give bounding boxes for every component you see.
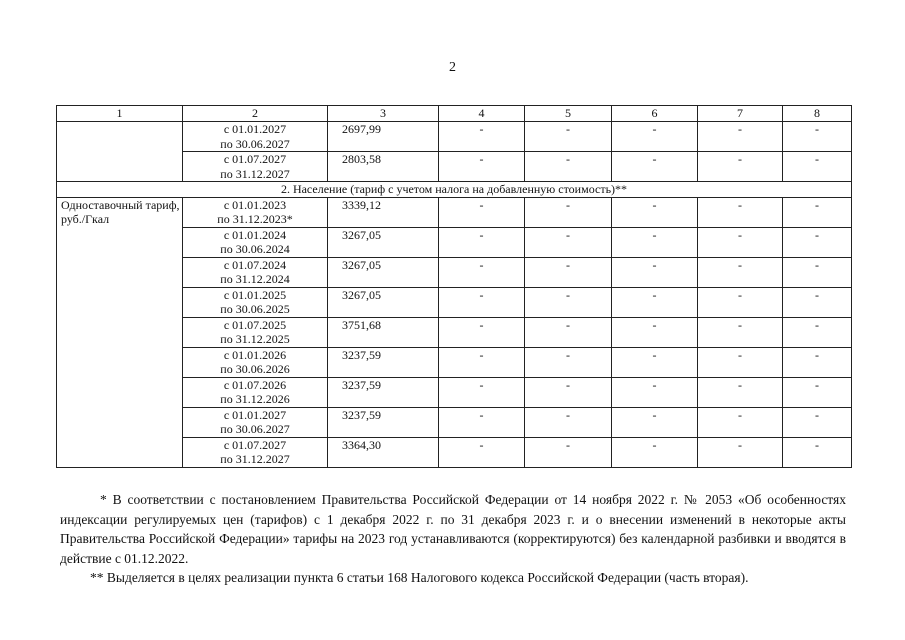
value-cell: - <box>439 377 525 407</box>
period-cell: с 01.07.2024 по 31.12.2024 <box>183 257 328 287</box>
table-row <box>57 197 852 227</box>
header-cell: 6 <box>612 106 698 122</box>
period-cell: с 01.01.2027 по 30.06.2027 <box>183 122 328 152</box>
value-cell: - <box>525 152 612 182</box>
price-cell: 3237,59 <box>328 407 439 437</box>
value-cell: - <box>612 287 698 317</box>
value-cell: - <box>439 227 525 257</box>
value-cell: - <box>698 227 783 257</box>
value-cell: - <box>783 227 852 257</box>
value-cell: - <box>612 407 698 437</box>
period-cell: с 01.01.2026 по 30.06.2026 <box>183 347 328 377</box>
header-cell: 3 <box>328 106 439 122</box>
value-cell: - <box>439 197 525 227</box>
value-cell: - <box>783 437 852 467</box>
value-cell: - <box>783 152 852 182</box>
value-cell: - <box>525 377 612 407</box>
value-cell: - <box>783 197 852 227</box>
value-cell: - <box>698 257 783 287</box>
value-cell: - <box>783 122 852 152</box>
section-title: 2. Население (тариф с учетом налога на добавленную стоимость)** <box>57 182 852 198</box>
page-number: 2 <box>449 60 456 75</box>
footnotes <box>60 490 846 588</box>
value-cell: - <box>612 257 698 287</box>
value-cell: - <box>783 377 852 407</box>
price-cell: 3237,59 <box>328 377 439 407</box>
value-cell: - <box>439 152 525 182</box>
table-header-row <box>57 106 852 122</box>
value-cell: - <box>612 197 698 227</box>
value-cell: - <box>525 257 612 287</box>
value-cell: - <box>525 407 612 437</box>
footnote-1: * В соответствии с постановлением Правительства Российской Федерации от 14 ноября 2022 г. № 2053 «Об особенностях индексации регулируемых цен (тарифов) с 1 декабря 2022 г. по 31 декабря 2023 г. и о внесении изменений в некоторые акты Правительства Российской Федерации» тарифы на 2023 год устанавливаются (корректируются) без календарной разбивки и вводятся в действие с 01.12.2022. <box>60 492 846 566</box>
period-cell: с 01.07.2026 по 31.12.2026 <box>183 377 328 407</box>
value-cell: - <box>439 347 525 377</box>
tariff-label: Одноставочный тариф, руб./Гкал <box>57 197 183 467</box>
value-cell: - <box>612 227 698 257</box>
value-cell: - <box>783 347 852 377</box>
value-cell: - <box>698 152 783 182</box>
period-cell: с 01.01.2025 по 30.06.2025 <box>183 287 328 317</box>
value-cell: - <box>783 407 852 437</box>
value-cell: - <box>612 437 698 467</box>
period-cell: с 01.07.2027 по 31.12.2027 <box>183 152 328 182</box>
value-cell: - <box>525 437 612 467</box>
value-cell: - <box>525 227 612 257</box>
empty-label-cell <box>57 122 183 182</box>
tariff-table <box>56 105 852 468</box>
period-cell: с 01.07.2027 по 31.12.2027 <box>183 437 328 467</box>
price-cell: 3267,05 <box>328 287 439 317</box>
period-cell: с 01.01.2027 по 30.06.2027 <box>183 407 328 437</box>
value-cell: - <box>612 152 698 182</box>
value-cell: - <box>525 317 612 347</box>
section-row <box>57 182 852 198</box>
value-cell: - <box>612 122 698 152</box>
header-cell: 1 <box>57 106 183 122</box>
value-cell: - <box>525 122 612 152</box>
period-cell: с 01.01.2024 по 30.06.2024 <box>183 227 328 257</box>
value-cell: - <box>525 347 612 377</box>
header-cell: 5 <box>525 106 612 122</box>
price-cell: 3267,05 <box>328 257 439 287</box>
value-cell: - <box>439 437 525 467</box>
value-cell: - <box>698 122 783 152</box>
price-cell: 3267,05 <box>328 227 439 257</box>
value-cell: - <box>698 407 783 437</box>
value-cell: - <box>698 347 783 377</box>
price-cell: 2697,99 <box>328 122 439 152</box>
value-cell: - <box>439 257 525 287</box>
value-cell: - <box>612 317 698 347</box>
period-cell: с 01.01.2023 по 31.12.2023* <box>183 197 328 227</box>
value-cell: - <box>439 122 525 152</box>
value-cell: - <box>525 197 612 227</box>
price-cell: 2803,58 <box>328 152 439 182</box>
period-cell: с 01.07.2025 по 31.12.2025 <box>183 317 328 347</box>
price-cell: 3237,59 <box>328 347 439 377</box>
value-cell: - <box>698 437 783 467</box>
value-cell: - <box>783 287 852 317</box>
header-cell: 8 <box>783 106 852 122</box>
value-cell: - <box>698 377 783 407</box>
header-cell: 4 <box>439 106 525 122</box>
value-cell: - <box>783 317 852 347</box>
header-cell: 2 <box>183 106 328 122</box>
table-row <box>57 122 852 152</box>
value-cell: - <box>612 347 698 377</box>
value-cell: - <box>698 287 783 317</box>
footnote-2: ** Выделяется в целях реализации пункта 6 статьи 168 Налогового кодекса Российской Федерации (часть вторая). <box>90 570 749 585</box>
price-cell: 3751,68 <box>328 317 439 347</box>
value-cell: - <box>698 317 783 347</box>
value-cell: - <box>612 377 698 407</box>
value-cell: - <box>439 287 525 317</box>
value-cell: - <box>698 197 783 227</box>
header-cell: 7 <box>698 106 783 122</box>
value-cell: - <box>439 317 525 347</box>
price-cell: 3339,12 <box>328 197 439 227</box>
price-cell: 3364,30 <box>328 437 439 467</box>
value-cell: - <box>439 407 525 437</box>
value-cell: - <box>783 257 852 287</box>
value-cell: - <box>525 287 612 317</box>
